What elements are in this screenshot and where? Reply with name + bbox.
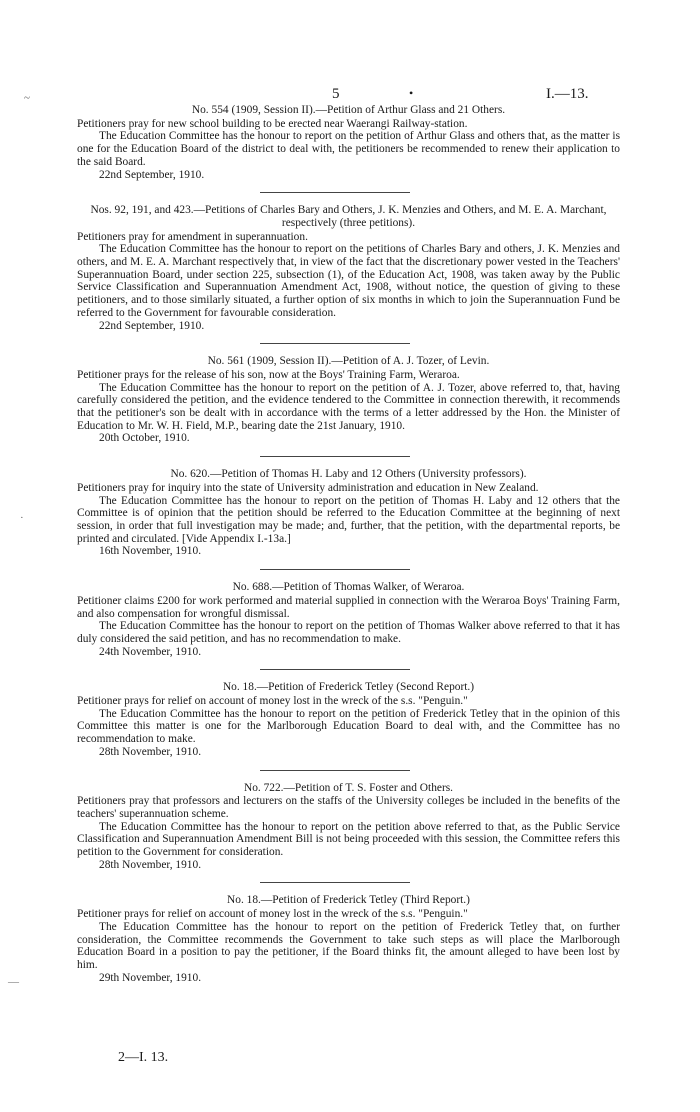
petition-section: [77, 681, 620, 758]
page-body: [77, 104, 620, 984]
report-date: 22nd September, 1910.: [99, 319, 205, 332]
section-title: No. 561 (1909, Session II).—Petition of A. J. Tozer, of Levin.: [207, 355, 490, 368]
report-date: 16th November, 1910.: [99, 545, 202, 558]
header-dot: •: [409, 86, 414, 100]
prayer-paragraph: Petitioner prays for relief on account of money lost in the wreck of the s.s. "Penguin.": [77, 908, 468, 921]
report-paragraph: The Education Committee has the honour to report on the petition of Frederick Tetley that in the opinion of this Committee this matter is one for the Marlborough Education Board to deal with, and the Committee has no recommendation to make.: [77, 707, 620, 746]
prayer-paragraph: Petitioner prays for relief on account of money lost in the wreck of the s.s. "Penguin.": [77, 695, 468, 708]
section-title: No. 722.—Petition of T. S. Foster and Others.: [243, 781, 454, 794]
page-footer-signature: 2—I. 13.: [118, 1050, 169, 1065]
report-paragraph: The Education Committee has the honour to report on the petition of Frederick Tetley that, on further consideration, the Committee recommends the Government to take such steps as will place the Marlborough Education Board in a position to pay the petitioner, if the Board thinks fit, the amount alleged to have been lost by him.: [77, 920, 620, 971]
petition-section: [77, 355, 620, 445]
prayer-paragraph: Petitioners pray that professors and lecturers on the staffs of the University colleges be included in the benefits of the teachers' superannuation scheme.: [77, 795, 620, 820]
prayer-paragraph: Petitioners pray for amendment in superannuation.: [77, 230, 308, 243]
section-divider: [260, 569, 410, 570]
report-date: 28th November, 1910.: [99, 745, 202, 758]
petition-section: [77, 468, 620, 558]
section-divider: [260, 770, 410, 771]
section-title: No. 554 (1909, Session II).—Petition of Arthur Glass and 21 Others.: [191, 104, 506, 116]
prayer-paragraph: Petitioners pray for inquiry into the state of University administration and education in New Zealand.: [77, 481, 539, 494]
petition-section: [77, 894, 620, 984]
document-reference: I.—13.: [546, 86, 589, 102]
section-title: Nos. 92, 191, and 423.—Petitions of Charles Bary and Others, J. K. Menzies and Others, and M. E. A. Marchant, respectively (three petitions).: [90, 204, 607, 229]
margin-mark: —: [8, 976, 19, 988]
petition-section: [77, 104, 620, 181]
section-divider: [260, 669, 410, 670]
section-divider: [260, 882, 410, 883]
report-paragraph: The Education Committee has the honour to report on the petition of A. J. Tozer, above referred to, that, having carefully considered the petition, and the evidence tendered to the Committee in connection therewith, it recommends that the petitioner's son be dealt with in accordance with the terms of a letter addressed by the Hon. the Minister of Education to Mr. W. H. Field, M.P., bearing date the 21st January, 1910.: [77, 381, 620, 432]
margin-mark: ·: [20, 512, 24, 524]
page-number: 5: [332, 86, 340, 102]
section-title: No. 18.—Petition of Frederick Tetley (Second Report.): [222, 681, 475, 694]
prayer-paragraph: Petitioners pray for new school building to be erected near Waerangi Railway-station.: [77, 117, 468, 130]
margin-mark: ~: [24, 92, 30, 104]
page-header: [0, 86, 700, 106]
report-date: 22nd September, 1910.: [99, 168, 205, 181]
petition-section: [77, 581, 620, 658]
report-date: 28th November, 1910.: [99, 858, 202, 871]
report-paragraph: The Education Committee has the honour to report on the petitions of Charles Bary and others, J. K. Menzies and others, and M. E. A. Marchant respectively that, in view of the fact that the discretionary power vested in the Teachers' Superannuation Board, under section 225, subsection (1), of the Education Act, 1908, was taken away by the Public Service Classification and Superannuation Amendment Act, 1908, without notice, the question of giving to these petitioners, and to those similarly situated, a further option of six months in which to join the Superannuation Fund be referred to the Government for favourable consideration.: [77, 243, 620, 319]
section-title: No. 18.—Petition of Frederick Tetley (Third Report.): [227, 894, 470, 907]
report-paragraph: The Education Committee has the honour to report on the petition of Thomas H. Laby and 12 others that the Committee is of opinion that the petition should be referred to the Education Committee at the beginning of next session, in order that full investigation may be made; and, further, that the petition, with the departmental reports, be printed and circulated. [Vide Appendix I.-13a.]: [77, 494, 620, 545]
section-divider: [260, 192, 410, 193]
report-paragraph: The Education Committee has the honour to report on the petition of Thomas Walker above referred to that it has duly considered the said petition, and has no recommendation to make.: [77, 620, 620, 645]
report-date: 29th November, 1910.: [99, 971, 202, 984]
section-divider: [260, 343, 410, 344]
report-paragraph: The Education Committee has the honour to report on the petition above referred to that, as the Public Service Classification and Superannuation Amendment Bill is not being proceeded with this session, the Committee refers this petition to the Government for consideration.: [77, 820, 620, 859]
section-divider: [260, 456, 410, 457]
prayer-paragraph: Petitioner prays for the release of his son, now at the Boys' Training Farm, Weraroa.: [77, 368, 460, 381]
prayer-paragraph: Petitioner claims £200 for work performed and material supplied in connection with the Weraroa Boys' Training Farm, and also compensation for wrongful dismissal.: [77, 594, 620, 620]
report-date: 20th October, 1910.: [99, 432, 190, 445]
petition-section: [77, 204, 620, 332]
report-date: 24th November, 1910.: [99, 645, 202, 658]
section-title: No. 620.—Petition of Thomas H. Laby and 12 Others (University professors).: [170, 468, 527, 481]
report-paragraph: The Education Committee has the honour to report on the petition of Arthur Glass and others that, as the matter is one for the Education Board of the district to deal with, the petitioners be recommended to renew their application to the said Board.: [77, 130, 620, 168]
section-title: No. 688.—Petition of Thomas Walker, of Weraroa.: [232, 581, 465, 594]
petition-section: [77, 782, 620, 872]
